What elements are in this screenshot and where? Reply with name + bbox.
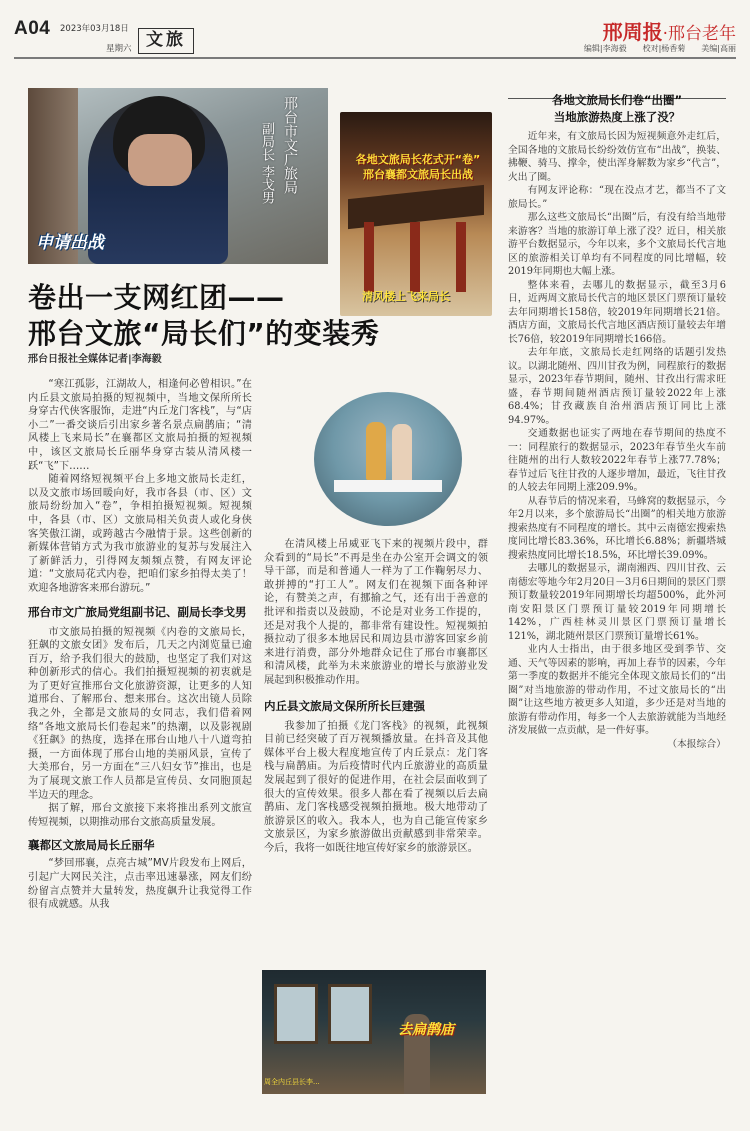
photo-costume-pair xyxy=(314,392,462,526)
masthead xyxy=(603,16,736,45)
photo1-caption: 申请出战 xyxy=(36,233,104,253)
paragraph: 去哪儿的数据显示，湖南湘西、四川甘孜、云南德宏等地今年2月20日－3月6日期间的景区门票预订数量较2019年同期增长均超500%，此外河南安阳景区门票预订量较2019年同期增长142%，广西桂林灵川景区门票预订量增长121%，湖北随州景区门票预订量增长61%。 xyxy=(508,563,726,642)
paragraph: 近年来，有文旅局长因为短视频意外走红后，全国各地的文旅局长纷纷效仿宣布“出战”，换装、拂鞭、骑马、撑伞，使出浑身解数为家乡“代言”，火出了圈。 xyxy=(508,131,726,183)
editor-credits: 编辑|李海毅 校对|杨香菊 美编|高丽 xyxy=(583,44,736,53)
paragraph: 我参加了拍摄《龙门客栈》的视频，此视频目前已经突破了百万视频播放量。在抖音及其他媒体平台上极大程度地宣传了内丘景点：龙门客栈与扁鹊庙。为后疫情时代内丘旅游业的高质量发展起到了很好的促进作用，在社会层面收到了很大的宣传效果。很多人都在看了视频以后去扁鹊庙、龙门客栈感受视频拍摄地。极大地带动了旅游景区的收入。我本人，也为自己能宣传家乡文旅景区，为家乡旅游做出贡献感到非常荣幸。今后，我将一如既往地宣传好家乡的旅游景区。 xyxy=(264,720,488,854)
pavilion-pillar xyxy=(456,222,466,292)
section-label: 文旅 xyxy=(138,28,194,54)
paragraph: 随着网络短视频平台上多地文旅局长走红，以及文旅市场回暖向好，我市各县（市、区）文旅局纷纷加入“卷”，争相拍摄短视频。短视频中，各县（市、区）文旅局相关负责人或化身侠客笑傲江湖，或跨越古今融情于景。这些创新的新媒体营销方式为我市旅游业的复苏与发展注入了新鲜活力，引得网友频频点赞，有网友评论道：“文旅局花式内卷，把咱们家乡拍得太美了！欢迎各地游客来邢台游玩。” xyxy=(28,474,252,594)
sidebar-title-line2: 当地旅游热度上涨了没？ xyxy=(553,110,681,124)
pavilion-pillar xyxy=(364,222,374,292)
costumed-person xyxy=(392,424,412,482)
face-shape xyxy=(128,134,192,186)
photo2-caption: 清风楼上飞来局长 xyxy=(362,290,450,303)
sidebar-title xyxy=(508,92,726,126)
bridge-railing xyxy=(334,480,442,492)
lattice-window xyxy=(328,984,372,1044)
paragraph: 在清风楼上吊威亚飞下来的视频片段中，群众看到的“局长”不再是坐在办公室开会调文的领导干部，而是和普通人一样为了工作鞠躬尽力、敢拼搏的“打工人”。网友们在视频下面各种评论，有赞美之声，有挪揄之气，还有出于善意的批评和指责以及鼓励，不论是对业务工作提的，还是对我个人提的，都非常有建设性。短视频拍摄拉动了很多本地居民和周边县市游客回家乡前来进行消费，部分外地群众记住了邢台市襄都区和清风楼，此举为未来旅游业的增长与旅游业发展起到积极推动作用。 xyxy=(264,539,488,686)
subheading: 内丘县文旅局文保所所长巨建强 xyxy=(264,698,425,713)
header-divider xyxy=(14,57,736,59)
paragraph: 市文旅局拍摄的短视频《内卷的文旅局长，狂飙的文旅女团》发布后，几天之内浏览量已逾百万，给予我们很大的鼓励，也坚定了我们对这种创新形式的信心。我们拍摄短视频的初衷就是为了更好宣推邢台文化旅游资源，让更多的人知道邢台、了解邢台、想来邢台。这次出镜人员除我之外，全都是文旅局的女同志，我们借着网络“各地文旅局长们卷起来”的热潮，以及影视剧《狂飙》的热度，选择在邢台山地八十八道弯拍摄，一方面体现了邢台山地的美丽风景，宣传了大美邢台，另一方面在“三八妇女节”推出，也是为了展现文旅工作人员都是宣传员、女同胞顶起半边天的理念。 xyxy=(28,626,252,801)
paragraph: 交通数据也证实了两地在春节期间的热度不一：同程旅行的数据显示，2023年春节坐火车前往随州的出行人数较2022年春节上涨77.78%；春节过后飞往甘孜的人逐步增加，最近，飞往甘孜的人较去年同期上涨209.9%。 xyxy=(508,428,726,493)
photo4-caption: 周全内丘县长李... xyxy=(264,1078,320,1086)
photo-pavilion-video xyxy=(340,112,492,316)
pavilion-pillar xyxy=(410,222,420,292)
photo1-vertical-text-b: 副局长 李戈男 xyxy=(259,122,274,205)
paragraph: 有网友评论称：“现在没点才艺，都当不了文旅局长。” xyxy=(508,185,726,210)
photo4-title: 去扁鹊庙 xyxy=(398,1022,454,1038)
paragraph: “梦回邢襄，点亮古城”MV片段发布上网后，引起广大网民关注，点击率迅速暴涨，网友们纷纷留言点赞并大量转发，热度飙升让我觉得工作很有成就感。从我 xyxy=(28,858,252,911)
paragraph: 据了解，邢台文旅接下来将推出系列文旅宣传短视频，以期推动邢台文旅高质量发展。 xyxy=(28,803,252,828)
paragraph: 整体来看，去哪儿的数据显示，截至3月6日，近两周文旅局长代言的地区景区门票预订量较去年同期增长158倍，较2019年同期增长21倍。酒店方面，文旅局长代言地区酒店预订量较去年增长76倍，较2019年同期增长166倍。 xyxy=(508,279,726,345)
sidebar-article xyxy=(508,92,726,751)
paragraph: 那么这些文旅局长“出圈”后，有没有给当地带来游客？当地的旅游订单上涨了没？近日，相关旅游平台数据显示，今年以来，多个文旅局长代言地区的旅游相关订单均有不同程度的同比增幅，较2019年同期也大幅上涨。 xyxy=(508,212,726,277)
paragraph: 业内人士指出，由于很多地区受到季节、交通、天气等因素的影响，再加上春节的因素，今年第一季度的数据并不能完全体现文旅局长们的“出圈”对当地旅游的带动作用，不过文旅局长的“出圈”让这些地方被更多人知道，多少还是对当地的旅游有带动作用，每多一个人去旅游就能为当地经济发展做一点贡献，是一件好事。 xyxy=(508,644,726,736)
page-number: A04 xyxy=(14,18,51,39)
issue-weekday: 星期六 xyxy=(106,44,132,54)
costumed-person xyxy=(366,422,386,480)
article-column-1 xyxy=(28,378,252,912)
issue-date: 2023年03月18日 xyxy=(60,24,129,34)
photo2-title-line2: 邢台襄都文旅局长出战 xyxy=(363,168,473,181)
paragraph: “寒江孤影，江湖故人，相逢何必曾相识。”在内丘县文旅局拍摄的短视频中，当地文保所所长身穿古代侠客服饰，走进“内丘龙门客栈”，与“店小二”一番交谈后引出家乡著名景点扁鹊庙；“清风楼上飞来局长”在襄都区文旅局拍摄的短视频中，该区文旅局长丘丽华身穿古装从清风楼一跃“飞”下…… xyxy=(28,379,252,472)
source-note: （本报综合） xyxy=(667,738,726,750)
photo1-vertical-text-a: 邢台市文广旅局 xyxy=(282,96,298,194)
lattice-window xyxy=(274,984,318,1044)
headline-line2: 邢台文旅“局长们”的变装秀 xyxy=(28,317,380,350)
paragraph: 去年年底，文旅局长走红网络的话题引发热议。以湖北随州、四川甘孜为例，同程旅行的数据显示，2023年春节期间，随州、甘孜出行需求旺盛，春节期间随州酒店预订量较2022年上涨68.4%；甘孜藏族自治州酒店预订同比上涨94.97%。 xyxy=(508,347,726,426)
sidebar-title-line1: 各地文旅局长们卷“出圈” xyxy=(551,93,683,107)
byline: 邢台日报社全媒体记者|李海毅 xyxy=(28,354,162,365)
subheading: 襄都区文旅局局长丘丽华 xyxy=(28,838,155,853)
paragraph: 从春节后的情况来看，马蜂窝的数据显示，今年2月以来，多个旅游局长“出圈”的相关地方旅游搜索热度有不同程度的增长。其中云南德宏搜索热度同比增长83.36%，环比增长6.88%；新疆塔城搜索热度同比增长18.5%，环比增长39.09%。 xyxy=(508,495,726,561)
article-column-2 xyxy=(264,538,488,855)
subheading: 邢台市文广旅局党组副书记、副局长李戈男 xyxy=(28,604,247,619)
brand-name: 邢周报 xyxy=(602,20,663,44)
brand-subtitle: ·邢台老年 xyxy=(662,24,736,44)
headline-line1: 卷出一支网红团—— xyxy=(28,281,285,314)
photo2-title-line1: 各地文旅局长花式开“卷” xyxy=(355,153,481,166)
